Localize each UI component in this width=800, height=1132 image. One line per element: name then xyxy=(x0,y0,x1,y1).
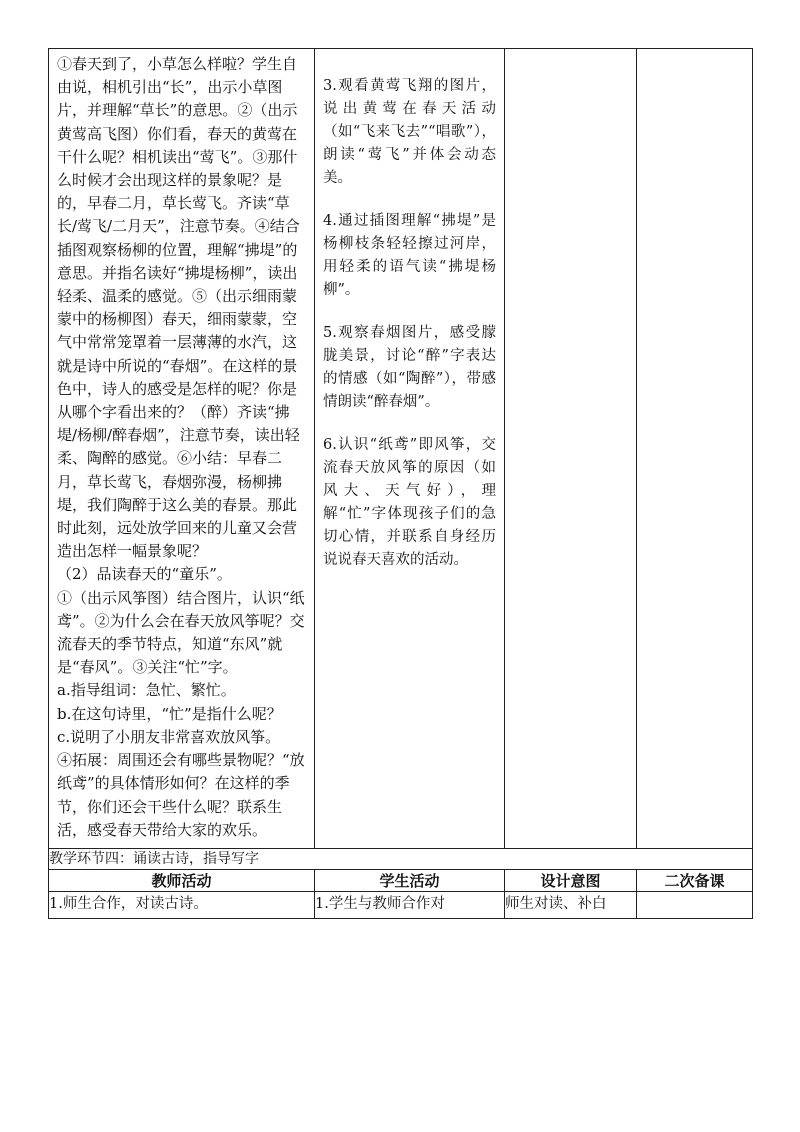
teacher-paragraph-4: a.指导组词：急忙、繁忙。 xyxy=(57,681,236,700)
section-title: 教学环节四：诵读古诗，指导写字 xyxy=(49,848,753,869)
last-design-cell: 师生对读、补白 xyxy=(505,891,637,918)
activity-row-2 xyxy=(49,891,753,918)
lesson-plan-table xyxy=(48,48,753,919)
header-student: 学生活动 xyxy=(315,869,505,891)
student-paragraph-5: 5.观察春烟图片，感受朦胧美景，讨论“醉”字表达的情感（如“陶醉”），带感情朗读“醉春烟”。 xyxy=(323,325,496,410)
teacher-paragraph-6: c.说明了小朋友非常喜欢放风筝。 xyxy=(57,727,281,746)
teacher-paragraph-7: ④拓展：周围还会有哪些景物呢？“放纸鸢”的具体情形如何？在这样的季节，你们还会干些什么呢？联系生活，感受春天带给大家的欢乐。 xyxy=(57,751,305,839)
teacher-paragraph-2: （2）品读春天的“童乐”。 xyxy=(57,565,232,584)
teacher-paragraph-1: ①春天到了，小草怎么样啦？学生自由说，相机引出“长”，出示小草图片，并理解“草长”的意思。②（出示黄莺高飞图）你们看，春天的黄莺在干什么呢？相机读出“莺飞”。③那什么时候才会出现这样的景象呢？是的，早春二月，草长莺飞。齐读“草长/莺飞/二月天”，注意节奏。④结合插图观察杨柳的位置，理解“拂堤”的意思。并指名读好“拂堤杨柳”，读出轻柔、温柔的感觉。⑤（出示细雨蒙蒙中的杨柳图）春天，细雨蒙蒙，空气中常常笼罩着一层薄薄的水汽，这就是诗中所说的“春烟”。在这样的景色中，诗人的感受是怎样的呢？你是从哪个字看出来的？（醉）齐读“拂堤/杨柳/醉春烟”，注意节奏，读出轻柔、陶醉的感觉。⑥小结：早春二月，草长莺飞，春烟弥漫，杨柳拂堤，我们陶醉于这么美的春景。那此时此刻，远处放学回来的儿童又会营造出怎样一幅景象呢？ xyxy=(57,55,300,561)
design-intent-cell xyxy=(505,49,637,849)
header-design: 设计意图 xyxy=(505,869,637,891)
student-activity-cell xyxy=(315,49,505,849)
header-second: 二次备课 xyxy=(637,869,753,891)
last-second-cell xyxy=(637,891,753,918)
teacher-activity-cell xyxy=(49,49,315,849)
last-teacher-cell: 1.师生合作，对读古诗。 xyxy=(49,891,315,918)
header-row xyxy=(49,869,753,891)
section-row xyxy=(49,848,753,869)
header-teacher: 教师活动 xyxy=(49,869,315,891)
student-paragraph-4: 4.通过插图理解“拂堤”是杨柳枝条轻轻擦过河岸，用轻柔的语气读“拂堤杨柳”。 xyxy=(323,213,496,298)
student-paragraph-6: 6.认识“纸鸢”即风筝，交流春天放风筝的原因（如风大、天气好），理解“忙”字体现孩子们的急切心情，并联系自身经历说说春天喜欢的活动。 xyxy=(323,437,496,568)
activity-row xyxy=(49,49,753,849)
teacher-paragraph-3: ①（出示风筝图）结合图片，认识“纸鸢”。②为什么会在春天放风筝呢？交流春天的季节特点，知道“东风”就是“春风”。③关注“忙”字。 xyxy=(57,588,305,677)
student-paragraph-3: 3.观看黄莺飞翔的图片，说出黄莺在春天活动（如“飞来飞去”“唱歌”），朗读“莺飞”并体会动态美。 xyxy=(323,78,496,186)
second-prep-cell xyxy=(637,49,753,849)
last-student-cell: 1.学生与教师合作对 xyxy=(315,891,505,918)
teacher-paragraph-5: b.在这句诗里，“忙”是指什么呢？ xyxy=(57,704,282,723)
